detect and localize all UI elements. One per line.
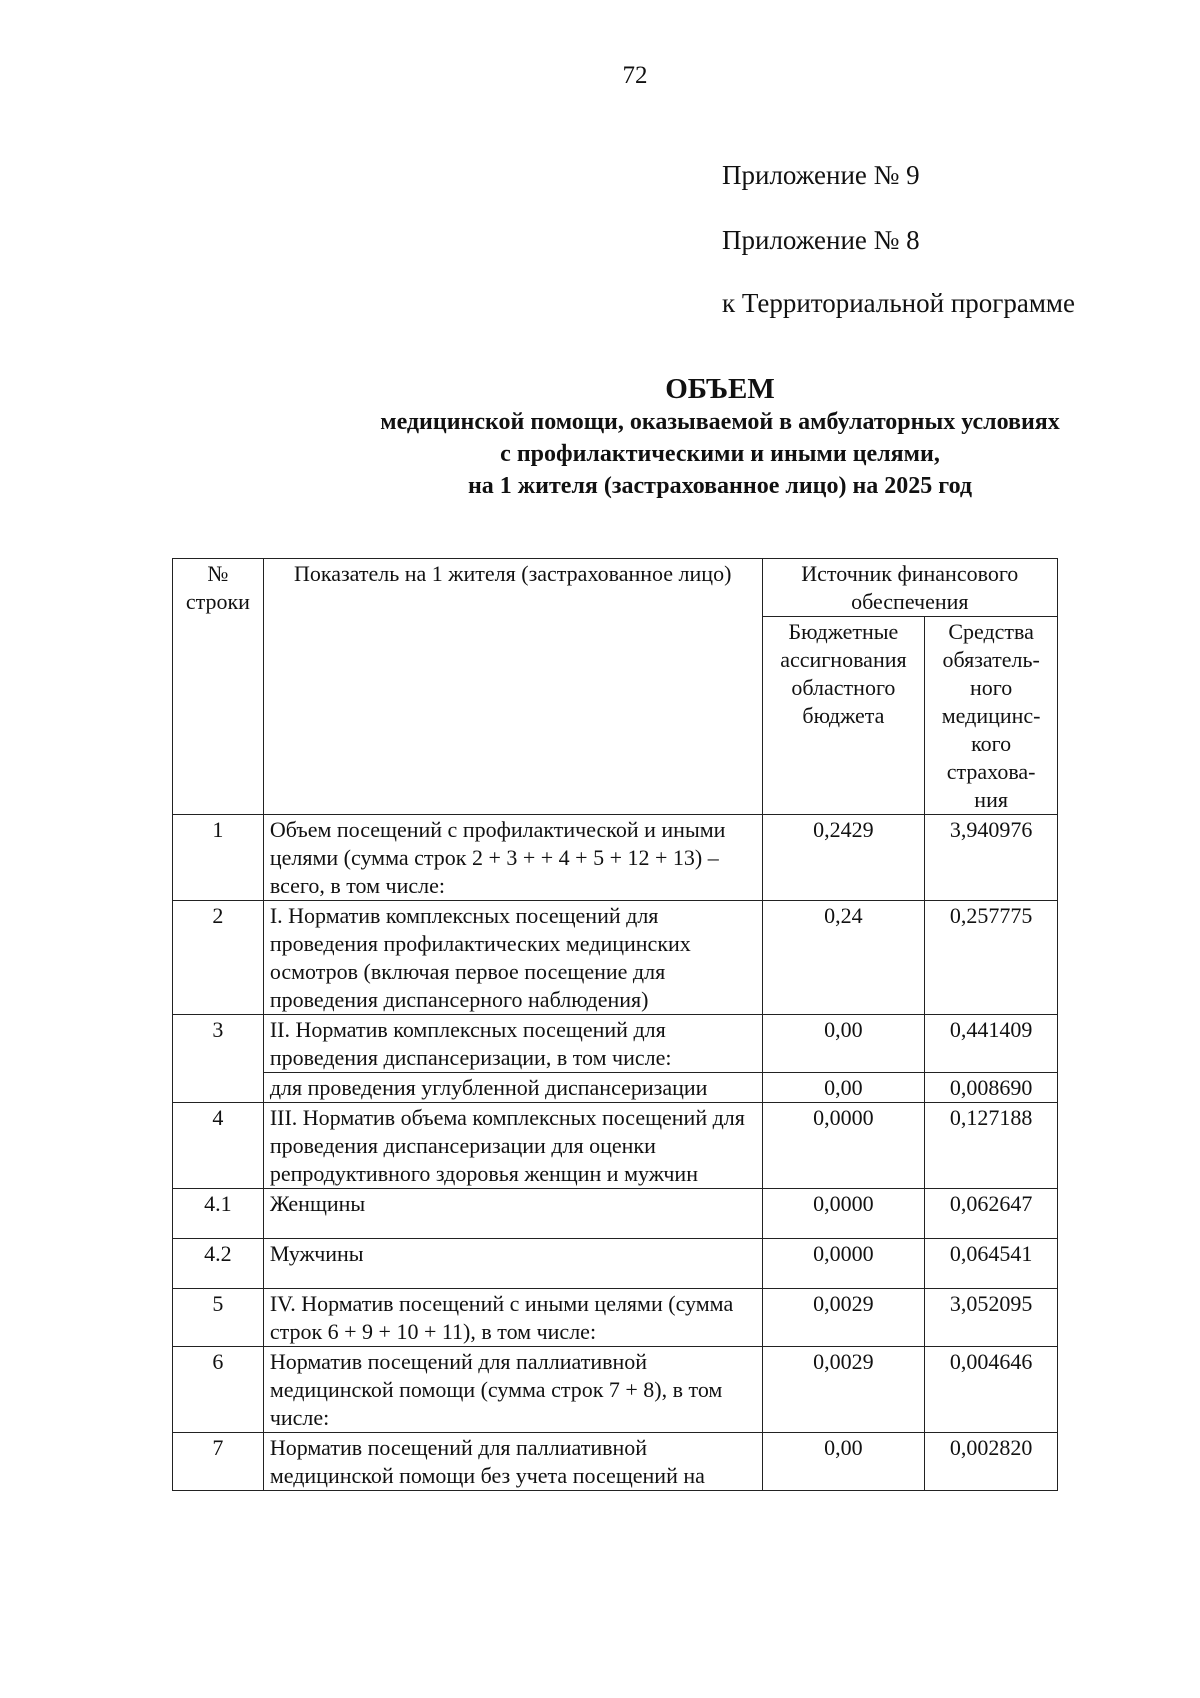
row-num: 3	[173, 1015, 264, 1103]
table-row	[173, 1433, 1058, 1491]
row-num: 7	[173, 1433, 264, 1491]
title-line-3: на 1 жителя (застрахованное лицо) на 2025 год	[467, 473, 973, 499]
row-oms: 0,004646	[925, 1347, 1058, 1433]
row-oms: 0,008690	[925, 1073, 1058, 1103]
row-indicator: IV. Норматив посещений с иными целями (сумма строк 6 + 9 + 10 + 11), в том числе:	[263, 1289, 762, 1347]
appendix-line-3: к Территориальной программе	[722, 288, 1075, 318]
table-row	[173, 815, 1058, 901]
header-indicator: Показатель на 1 жителя (застрахованное лицо)	[263, 559, 762, 815]
row-oms: 0,064541	[925, 1239, 1058, 1289]
table-row	[173, 1073, 1058, 1103]
row-budget: 0,00	[762, 1073, 925, 1103]
row-oms: 0,127188	[925, 1103, 1058, 1189]
row-budget: 0,0029	[762, 1289, 925, 1347]
row-oms: 0,062647	[925, 1189, 1058, 1239]
row-num: 2	[173, 901, 264, 1015]
row-budget: 0,24	[762, 901, 925, 1015]
row-oms: 0,441409	[925, 1015, 1058, 1073]
row-num: 6	[173, 1347, 264, 1433]
row-indicator: I. Норматив комплексных посещений для проведения профилактических медицинских осмотров (включая первое посещение для проведения диспансерного наблюдения)	[263, 901, 762, 1015]
row-oms: 3,052095	[925, 1289, 1058, 1347]
appendix-line-2: Приложение № 8	[722, 225, 920, 255]
row-indicator: для проведения углубленной диспансеризации	[263, 1073, 762, 1103]
document-title	[170, 372, 1200, 502]
header-budget: Бюджетные ассигнования областного бюджета	[762, 617, 925, 815]
table-row	[173, 1189, 1058, 1239]
row-budget: 0,0000	[762, 1239, 925, 1289]
row-num: 5	[173, 1289, 264, 1347]
table-row	[173, 901, 1058, 1015]
row-oms: 0,257775	[925, 901, 1058, 1015]
row-indicator: Мужчины	[263, 1239, 762, 1289]
header-num: № строки	[173, 559, 264, 815]
title-main: ОБЪЕМ	[665, 373, 775, 405]
header-source: Источник финансового обеспечения	[762, 559, 1057, 617]
table-row	[173, 1347, 1058, 1433]
row-budget: 0,00	[762, 1015, 925, 1073]
row-indicator: II. Норматив комплексных посещений для проведения диспансеризации, в том числе:	[263, 1015, 762, 1073]
table-row	[173, 1239, 1058, 1289]
table-row	[173, 1015, 1058, 1073]
row-num: 4.2	[173, 1239, 264, 1289]
row-budget: 0,0029	[762, 1347, 925, 1433]
table-row	[173, 1103, 1058, 1189]
row-budget: 0,2429	[762, 815, 925, 901]
row-budget: 0,0000	[762, 1189, 925, 1239]
row-indicator: Норматив посещений для паллиативной медицинской помощи без учета посещений на	[263, 1433, 762, 1491]
row-indicator: Объем посещений с профилактической и иными целями (сумма строк 2 + 3 + + 4 + 5 + 12 + 13) – всего, в том числе:	[263, 815, 762, 901]
row-oms: 0,002820	[925, 1433, 1058, 1491]
row-budget: 0,00	[762, 1433, 925, 1491]
row-num: 1	[173, 815, 264, 901]
row-oms: 3,940976	[925, 815, 1058, 901]
row-indicator: III. Норматив объема комплексных посещений для проведения диспансеризации для оценки репродуктивного здоровья женщин и мужчин	[263, 1103, 762, 1189]
title-line-2: с профилактическими и иными целями,	[500, 441, 940, 467]
row-budget: 0,0000	[762, 1103, 925, 1189]
row-num: 4.1	[173, 1189, 264, 1239]
row-indicator: Женщины	[263, 1189, 762, 1239]
row-num: 4	[173, 1103, 264, 1189]
appendix-line-1: Приложение № 9	[722, 160, 920, 190]
header-row-1	[173, 559, 1058, 617]
page-number: 72	[622, 62, 648, 89]
table-row	[173, 1289, 1058, 1347]
row-indicator: Норматив посещений для паллиативной медицинской помощи (сумма строк 7 + 8), в том числе:	[263, 1347, 762, 1433]
header-oms: Средства обязатель- ного медицинс- кого страхова- ния	[925, 617, 1058, 815]
title-line-1: медицинской помощи, оказываемой в амбулаторных условиях	[380, 409, 1060, 435]
volume-table	[172, 558, 1058, 1491]
